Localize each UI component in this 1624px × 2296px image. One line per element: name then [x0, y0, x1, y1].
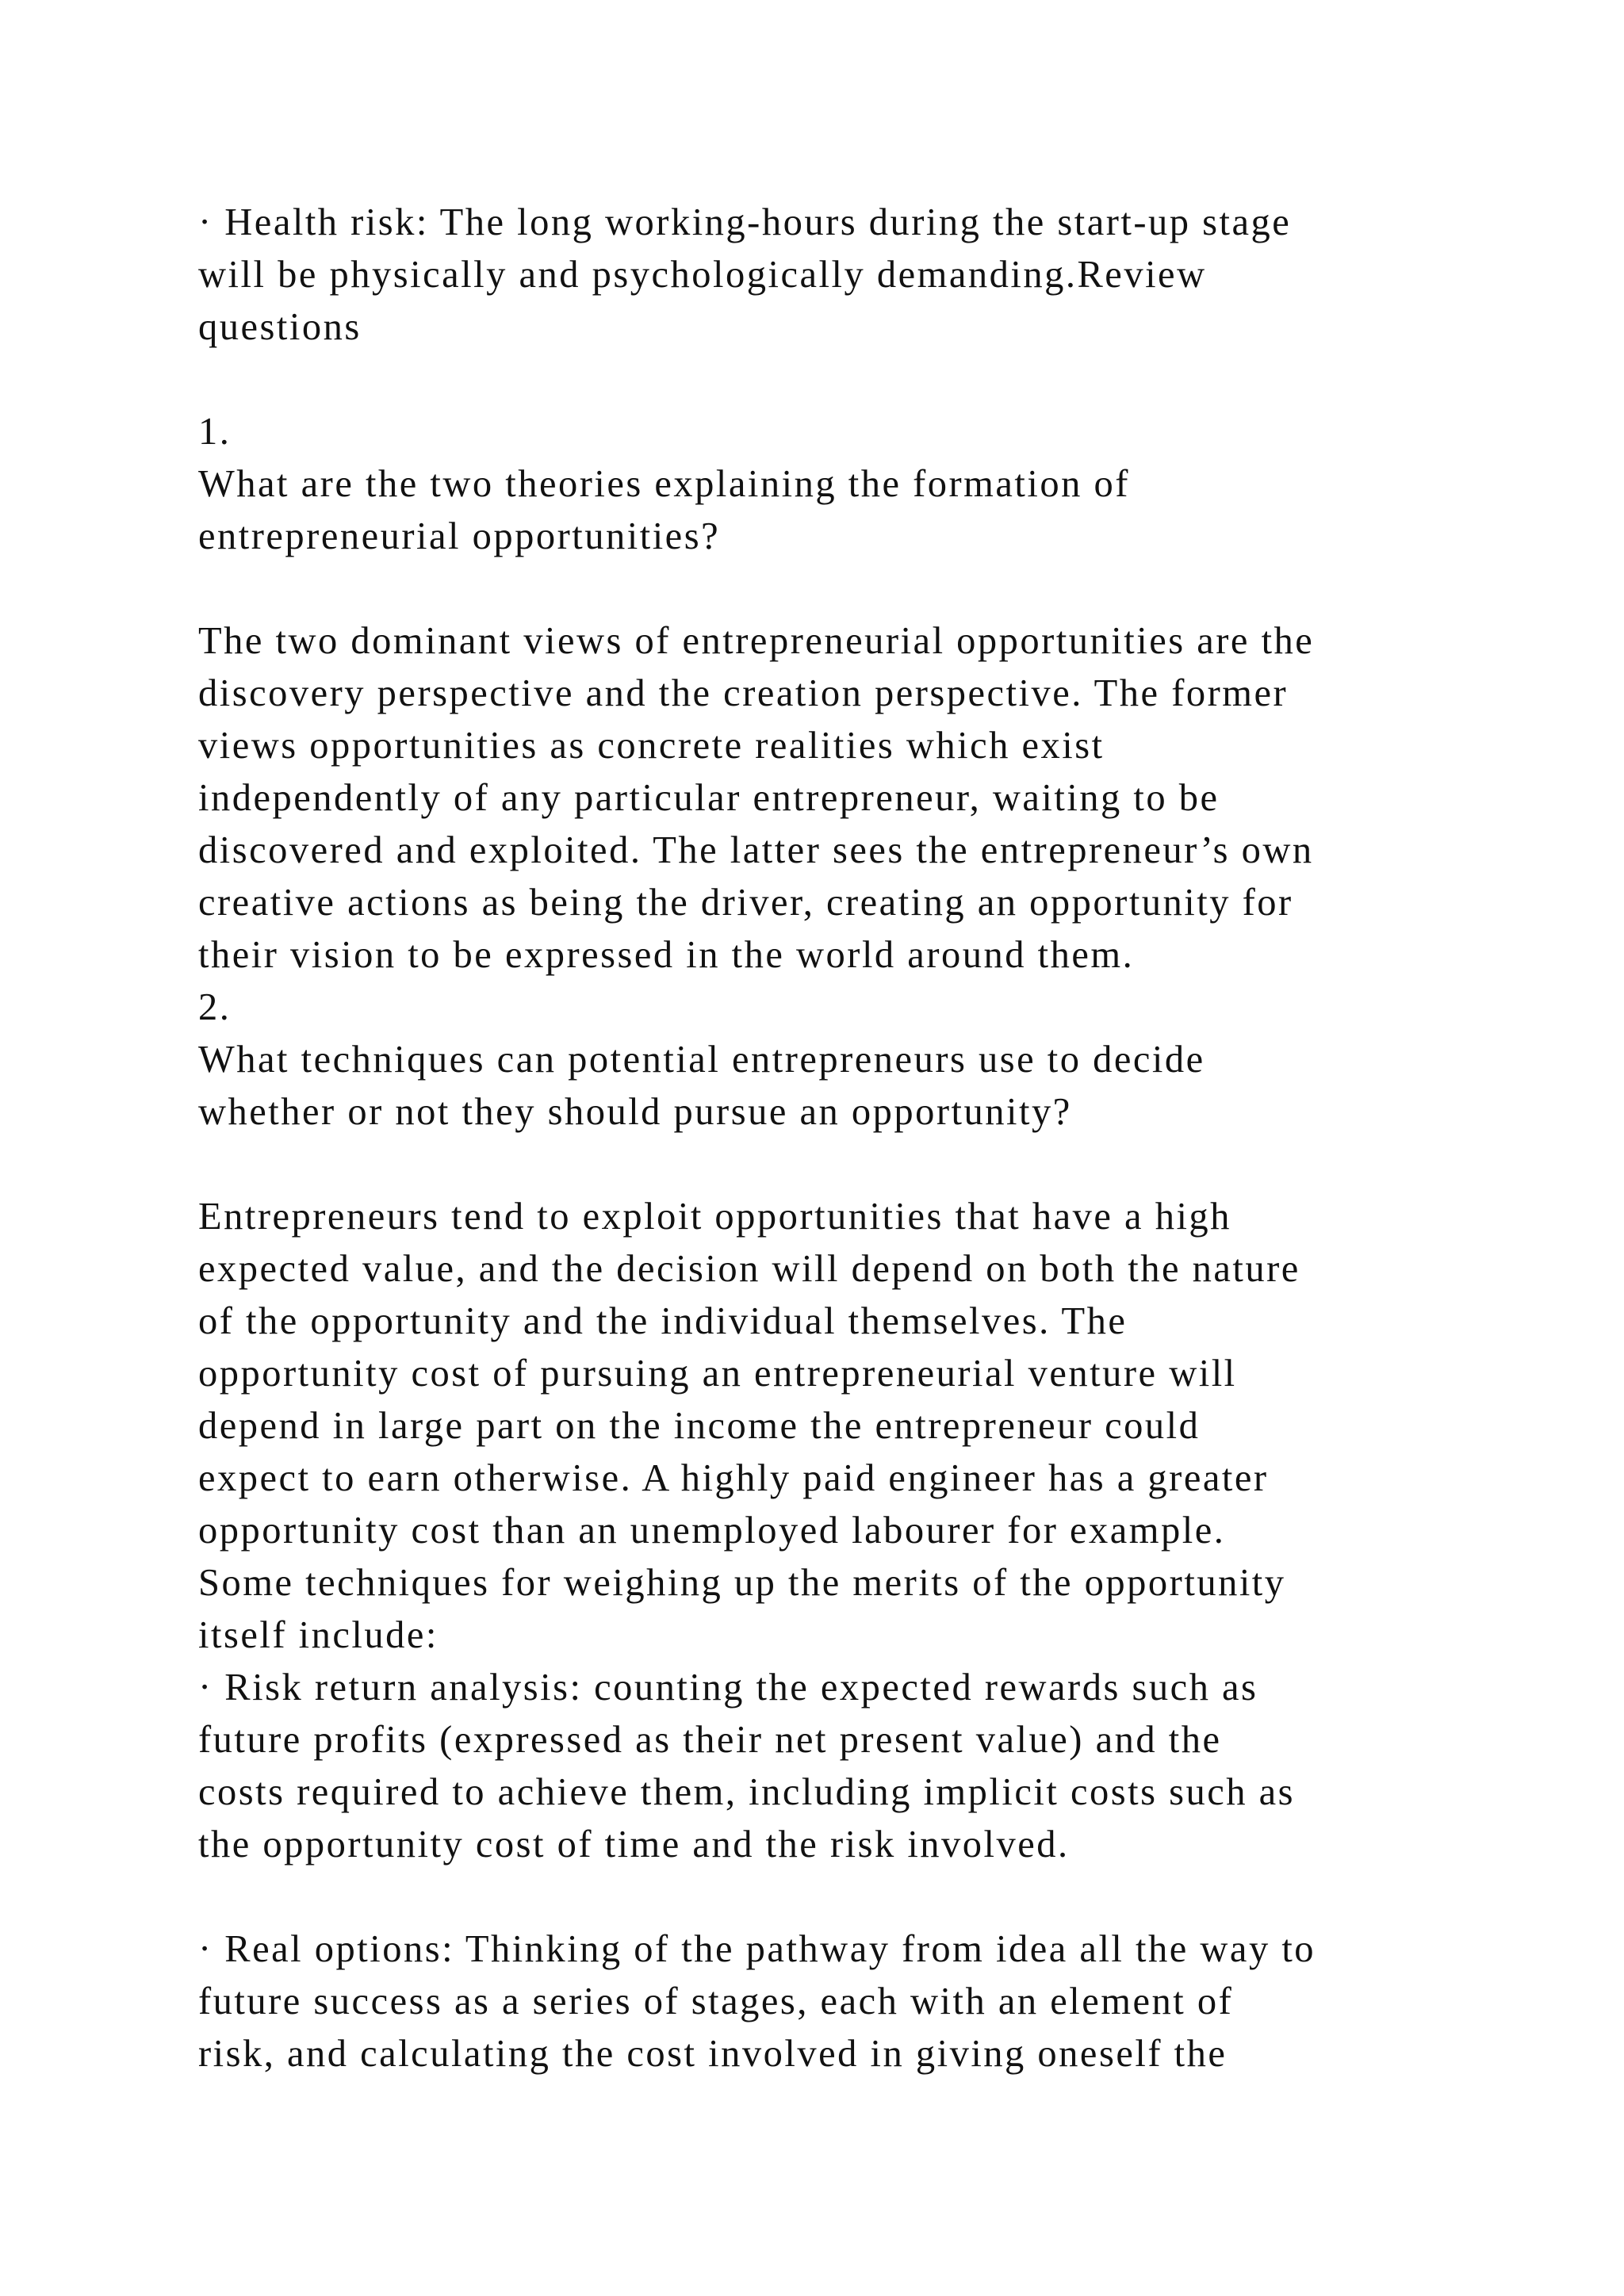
answer-line: The two dominant views of entrepreneurial opportunities are the: [198, 620, 1315, 662]
bullet-line: · Risk return analysis: counting the expected rewards such as: [198, 1667, 1258, 1709]
bullet-line: costs required to achieve them, including implicit costs such as: [198, 1771, 1295, 1813]
answer-line: views opportunities as concrete realities which exist: [198, 725, 1105, 767]
question-text: What are the two theories explaining the formation of: [198, 463, 1130, 505]
answer-line: their vision to be expressed in the world around them.: [198, 934, 1135, 976]
bullet-line: · Real options: Thinking of the pathway from idea all the way to: [198, 1928, 1316, 1970]
answer-line: expected value, and the decision will depend on both the nature: [198, 1248, 1300, 1290]
question-number: 2.: [198, 986, 232, 1028]
answer-line: discovery perspective and the creation perspective. The former: [198, 672, 1289, 714]
answer-line: itself include:: [198, 1614, 439, 1656]
answer-line: Some techniques for weighing up the merits of the opportunity: [198, 1562, 1286, 1604]
question-text: entrepreneurial opportunities?: [198, 515, 721, 557]
answer-line: creative actions as being the driver, creating an opportunity for: [198, 882, 1293, 924]
answer-line: expect to earn otherwise. A highly paid engineer has a greater: [198, 1457, 1269, 1499]
question-text: whether or not they should pursue an opportunity?: [198, 1091, 1072, 1133]
question-text: What techniques can potential entrepreneurs use to decide: [198, 1039, 1205, 1081]
bullet-line: risk, and calculating the cost involved in giving oneself the: [198, 2033, 1228, 2075]
answer-line: opportunity cost of pursuing an entrepreneurial venture will: [198, 1353, 1237, 1395]
answer-line: discovered and exploited. The latter sees the entrepreneur’s own: [198, 829, 1314, 871]
answer-line: independently of any particular entrepreneur, waiting to be: [198, 777, 1220, 819]
text-line: · Health risk: The long working-hours during the start-up stage: [198, 201, 1292, 243]
bullet-line: future success as a series of stages, each with an element of: [198, 1980, 1234, 2022]
question-number: 1.: [198, 411, 232, 453]
text-line: will be physically and psychologically demanding.Review: [198, 254, 1207, 296]
answer-line: of the opportunity and the individual themselves. The: [198, 1300, 1128, 1342]
answer-line: Entrepreneurs tend to exploit opportunities that have a high: [198, 1196, 1231, 1238]
text-line: questions: [198, 306, 362, 348]
bullet-line: the opportunity cost of time and the risk involved.: [198, 1823, 1070, 1866]
answer-line: depend in large part on the income the entrepreneur could: [198, 1405, 1201, 1447]
bullet-line: future profits (expressed as their net present value) and the: [198, 1719, 1222, 1761]
answer-line: opportunity cost than an unemployed labourer for example.: [198, 1510, 1226, 1552]
